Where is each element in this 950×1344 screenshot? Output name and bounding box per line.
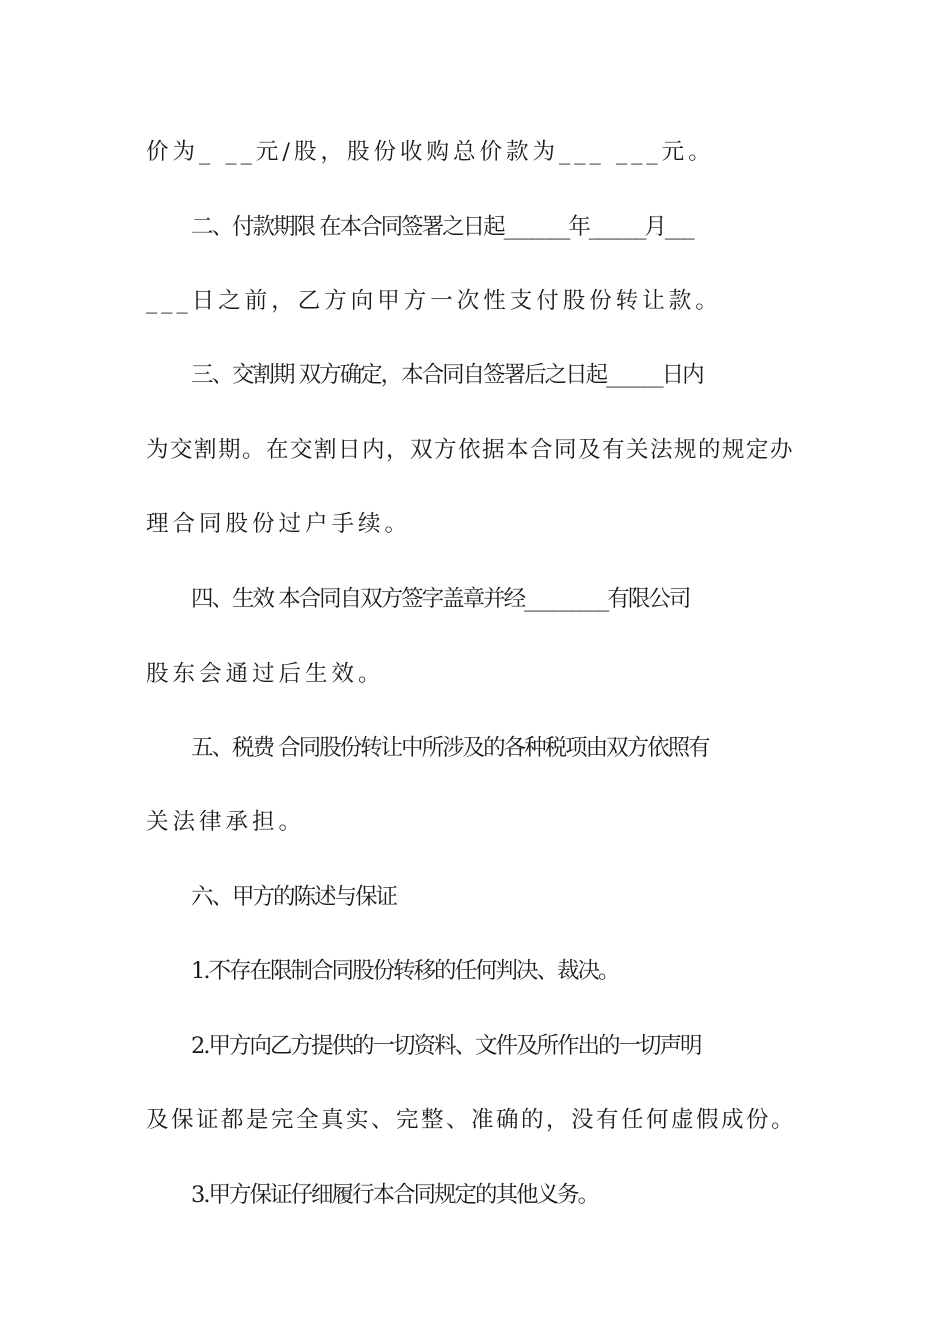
list-item-2-cont: 及保证都是完全真实、完整、准确的，没有任何虚假成份。 xyxy=(146,1107,797,1133)
clause-effectiveness: 四、生效 本合同自双方签字盖章并经_________有限公司 xyxy=(191,586,690,612)
text-line-taxes-cont: 关法律承担。 xyxy=(146,809,306,835)
text-line-closing-cont: 为交割期。在交割日内，双方依据本合同及有关法规的规定办 xyxy=(146,437,795,463)
text-line-payment-cont: ___日之前，乙方向甲方一次性支付股份转让款。 xyxy=(146,288,722,314)
list-item-3: 3.甲方保证仔细履行本合同规定的其他义务。 xyxy=(191,1182,598,1208)
clause-payment-term: 二、付款期限 在本合同签署之日起_______年______月___ xyxy=(191,214,693,240)
text-line-price: 价为_ __元/股，股份收购总价款为___ ___元。 xyxy=(146,139,715,165)
text-line-effectiveness-cont: 股东会通过后生效。 xyxy=(146,661,385,687)
list-item-2: 2.甲方向乙方提供的一切资料、文件及所作出的一切声明 xyxy=(191,1033,701,1059)
clause-closing-period: 三、交割期 双方确定，本合同自签署后之日起______日内 xyxy=(191,362,703,388)
list-item-1: 1.不存在限制合同股份转移的任何判决、裁决。 xyxy=(191,958,619,984)
clause-taxes: 五、税费 合同股份转让中所涉及的各种税项由双方依照有 xyxy=(191,735,709,761)
section-heading-party-a-representations: 六、甲方的陈述与保证 xyxy=(191,884,397,910)
text-line-closing-end: 理合同股份过户手续。 xyxy=(146,511,412,537)
